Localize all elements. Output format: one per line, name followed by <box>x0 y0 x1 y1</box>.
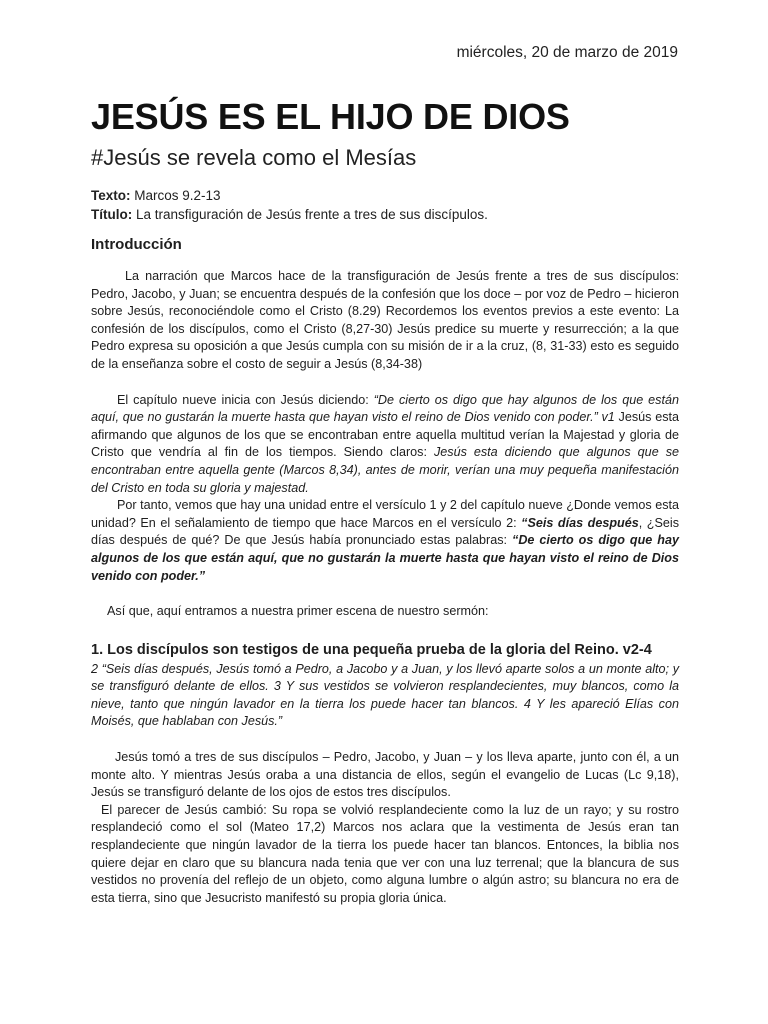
section-1-verse-text: 2 “Seis días después, Jesús tomó a Pedro, a Jacobo y a Juan, y los llevó aparte solos a un monte alto; y se transfiguró delante de ellos. 3 Y sus vestidos se volvieron resplandecientes, muy blancos, como la nieve, tanto que ningún lavador en la tierra los puede hacer tan blancos. 4 Y les apareció Elías con Moisés, que hablaban con Jesús.” <box>91 661 679 729</box>
titulo-label: Título: <box>91 207 133 222</box>
section-1-heading: 1. Los discípulos son testigos de una pequeña prueba de la gloria del Reino. v2-4 <box>91 641 652 658</box>
document-meta <box>91 186 488 224</box>
intro-paragraph-1: La narración que Marcos hace de la transfiguración de Jesús frente a tres de sus discípulos: Pedro, Jacobo, y Juan; se encuentra después de la confesión que los doce – por voz de Pedro – hicieron sobre Jesús, reconociéndole como el Cristo (8.29) Recordemos los eventos previos a este evento: La confesión de los discípulos, como el Cristo (8,27-30) Jesús predice su muerte y resurrección; a la que Pedro expresa su oposición a que Jesús cumpla con su misión de ir a la cruz, (8, 31-33) esto es seguido de la enseñanza sobre el costo de seguir a Jesús (8,34-38) <box>91 269 679 371</box>
section-1-paragraph-1: Jesús tomó a tres de sus discípulos – Pedro, Jacobo, y Juan – y los lleva aparte, junto con él, a un monte alto. Y mientras Jesús oraba a una distancia de ellos, según el evangelio de Lucas (Lc 9,18), Jesús se transfiguró delante de los ojos de estos tres discípulos. <box>91 750 679 800</box>
texto-line <box>91 186 488 205</box>
intro-heading: Introducción <box>91 236 182 253</box>
texto-label: Texto: <box>91 188 131 203</box>
section-1-verse <box>91 661 679 731</box>
intro-p3-text-a: Por tanto, vemos que hay una unidad entre el versículo 1 y 2 del capítulo nueve ¿Donde vemos esta unidad? En el señalamiento de tiempo que hace Marcos en el versículo 2: <box>91 498 679 530</box>
titulo-value: La transfiguración de Jesús frente a tres de sus discípulos. <box>132 207 488 222</box>
document-title: JESÚS ES EL HIJO DE DIOS <box>91 96 570 137</box>
intro-paragraph-2 <box>91 392 679 498</box>
document-date: miércoles, 20 de marzo de 2019 <box>456 44 678 61</box>
intro-p2-text-a: El capítulo nueve inicia con Jesús diciendo: <box>117 392 374 407</box>
intro-p3-bold-2: “De cierto os digo que hay algunos de los que están aquí, que no gustarán la muerte hasta que hayan visto el reino de Dios venido con poder.” <box>91 533 679 583</box>
intro-paragraph-4: Así que, aquí entramos a nuestra primer escena de nuestro sermón: <box>107 604 489 619</box>
document-subtitle: #Jesús se revela como el Mesías <box>91 145 417 170</box>
titulo-line <box>91 205 488 224</box>
intro-p3-text-b: , ¿Seis días después de qué? De que Jesús había pronunciado estas palabras: <box>91 515 679 548</box>
intro-p2-text-b: Jesús esta afirmando que algunos de los que se encontraban entre aquella multitud verían la Majestad y gloria de Cristo que vendría al fin de los tiempos. Siendo claros: <box>91 410 679 460</box>
intro-p2-italic: Jesús esta diciendo que algunos que se encontraban entre aquella gente (Marcos 8,34), antes de morir, verían una muy pequeña manifestación del Cristo en toda su gloria y majestad. <box>91 445 679 495</box>
document-body <box>91 234 679 907</box>
intro-p2-quote: “De cierto os digo que hay algunos de los que están aquí, que no gustarán la muerte hasta que hayan visto el reino de Dios venido con poder.” v1 <box>91 392 679 425</box>
section-1-paragraph-2: El parecer de Jesús cambió: Su ropa se volvió resplandeciente como la luz de un rayo; y su rostro resplandeció como el sol (Mateo 17,2) Marcos nos aclara que la vestimenta de Jesús eran tan resplandeciente que ningún lavador de la tierra los puede hacer tan blancos. Entonces, la biblia nos quiere dejar en claro que su blancura nada tenia que ver con una luz terrenal; que la blancura de sus vestidos no provenía del reflejo de un objeto, como alguna lumbre o algún astro; su blancura no era de esta tierra, sino que Jesucristo manifestó su propia gloria única. <box>91 802 679 905</box>
intro-p3-bold-1: “Seis días después <box>521 515 639 530</box>
texto-value: Marcos 9.2-13 <box>130 188 221 203</box>
intro-paragraph-3 <box>91 497 679 585</box>
